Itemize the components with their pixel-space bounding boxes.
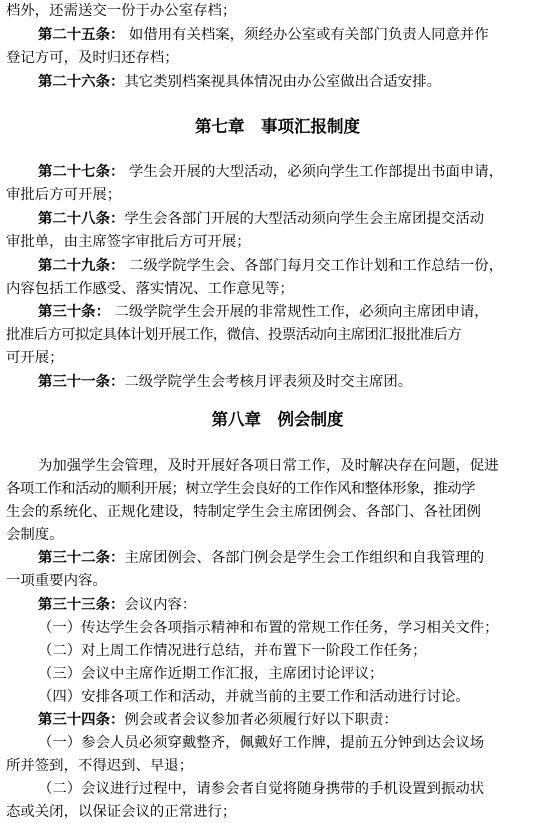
article-text: 学生会开展的大型活动，必须向学生工作部提出书面申请，	[124, 164, 504, 180]
text-line: 批准后方可拟定具体计划开展工作，微信、投票活动向主席团汇报批准后方	[6, 327, 462, 343]
list-item: （二）对上周工作情况进行总结，并布置下一阶段工作任务；	[38, 643, 427, 659]
list-item: （二）会议进行过程中，请参会者自觉将随身携带的手机设置到振动状	[38, 781, 485, 797]
text-line: 为加强学生会管理，及时开展好各项日常工作，及时解决存在问题，促进	[38, 458, 499, 474]
article-label: 第三十二条：	[38, 549, 125, 566]
article-text: 主席团例会、各部门例会是学生会工作组织和自我管理的	[124, 550, 485, 566]
text-line: 审批后方可开展；	[6, 187, 122, 203]
article-label: 第二十九条：	[38, 257, 125, 274]
article-33	[38, 596, 196, 614]
article-text: 如借用有关档案，须经办公室或有关部门负责人同意并作	[124, 27, 489, 43]
text-line: 档外，还需送交一份于办公室存档；	[6, 3, 237, 19]
list-item: （一）传达学生会各项指示精神和布置的常规工作任务，学习相关文件；	[38, 620, 499, 636]
text-line: 生会的系统化、正规化建设，特制定学生会主席团例会、各部门、各社团例	[6, 504, 481, 520]
article-label: 第二十五条：	[38, 26, 125, 43]
article-25	[38, 26, 489, 44]
article-label: 第三十三条：	[38, 596, 125, 613]
text-line: 所并签到，不得迟到、早退；	[6, 758, 194, 774]
text-line: 各项工作和活动的顺利开展；树立学生会良好的工作作风和整体形象，推动学	[6, 481, 475, 497]
article-text: 二级学院学生会开展的非常规性工作，必须向主席团申请，	[109, 304, 489, 320]
text-line: 态或关闭，以保证会议的正常进行；	[6, 804, 237, 820]
text-line: 一项重要内容。	[6, 573, 107, 589]
article-34	[38, 711, 398, 729]
article-text: 二级学院学生会、各部门每月交工作计划和工作总结一份，	[124, 258, 504, 274]
chapter-7-heading: 第七章 事项汇报制度	[195, 117, 360, 136]
article-27	[38, 163, 503, 181]
list-item: （三）会议中主席作近期工作汇报，主席团讨论评议；	[38, 666, 384, 682]
article-28	[38, 210, 484, 228]
article-label: 第二十六条：	[38, 73, 125, 90]
text-line: 审批单，由主席签字审批后方可开展；	[6, 234, 251, 250]
article-label: 第三十四条：	[38, 711, 125, 728]
article-label: 第二十八条：	[38, 210, 125, 227]
list-item: （四）安排各项工作和活动，并就当前的主要工作和活动进行讨论。	[38, 689, 470, 705]
text-line: 可开展；	[6, 350, 64, 366]
article-26	[38, 73, 441, 91]
article-29	[38, 257, 503, 275]
article-text: 二级学院学生会考核月评表须及时交主席团。	[124, 374, 413, 390]
article-text: 学生会各部门开展的大型活动须向学生会主席团提交活动	[124, 211, 485, 227]
chapter-8-heading: 第八章 例会制度	[211, 410, 344, 429]
article-text: 例会或者会议参加者必须履行好以下职责：	[124, 712, 398, 728]
text-line: 登记方可，及时归还存档；	[6, 50, 179, 66]
list-item: （一）参会人员必须穿戴整齐，佩戴好工作牌，提前五分钟到达会议场	[38, 735, 485, 751]
article-text: 其它类别档案视具体情况由办公室做出合适安排。	[124, 74, 441, 90]
text-line: 内容包括工作感受、落实情况、工作意见等；	[6, 281, 294, 297]
article-32	[38, 549, 484, 567]
article-label: 第二十七条：	[38, 163, 125, 180]
article-31	[38, 373, 412, 391]
article-text: 会议内容：	[124, 597, 197, 613]
article-30	[38, 303, 489, 321]
text-line: 会制度。	[6, 527, 64, 543]
article-label: 第三十条：	[38, 303, 110, 320]
article-label: 第三十一条：	[38, 373, 125, 390]
